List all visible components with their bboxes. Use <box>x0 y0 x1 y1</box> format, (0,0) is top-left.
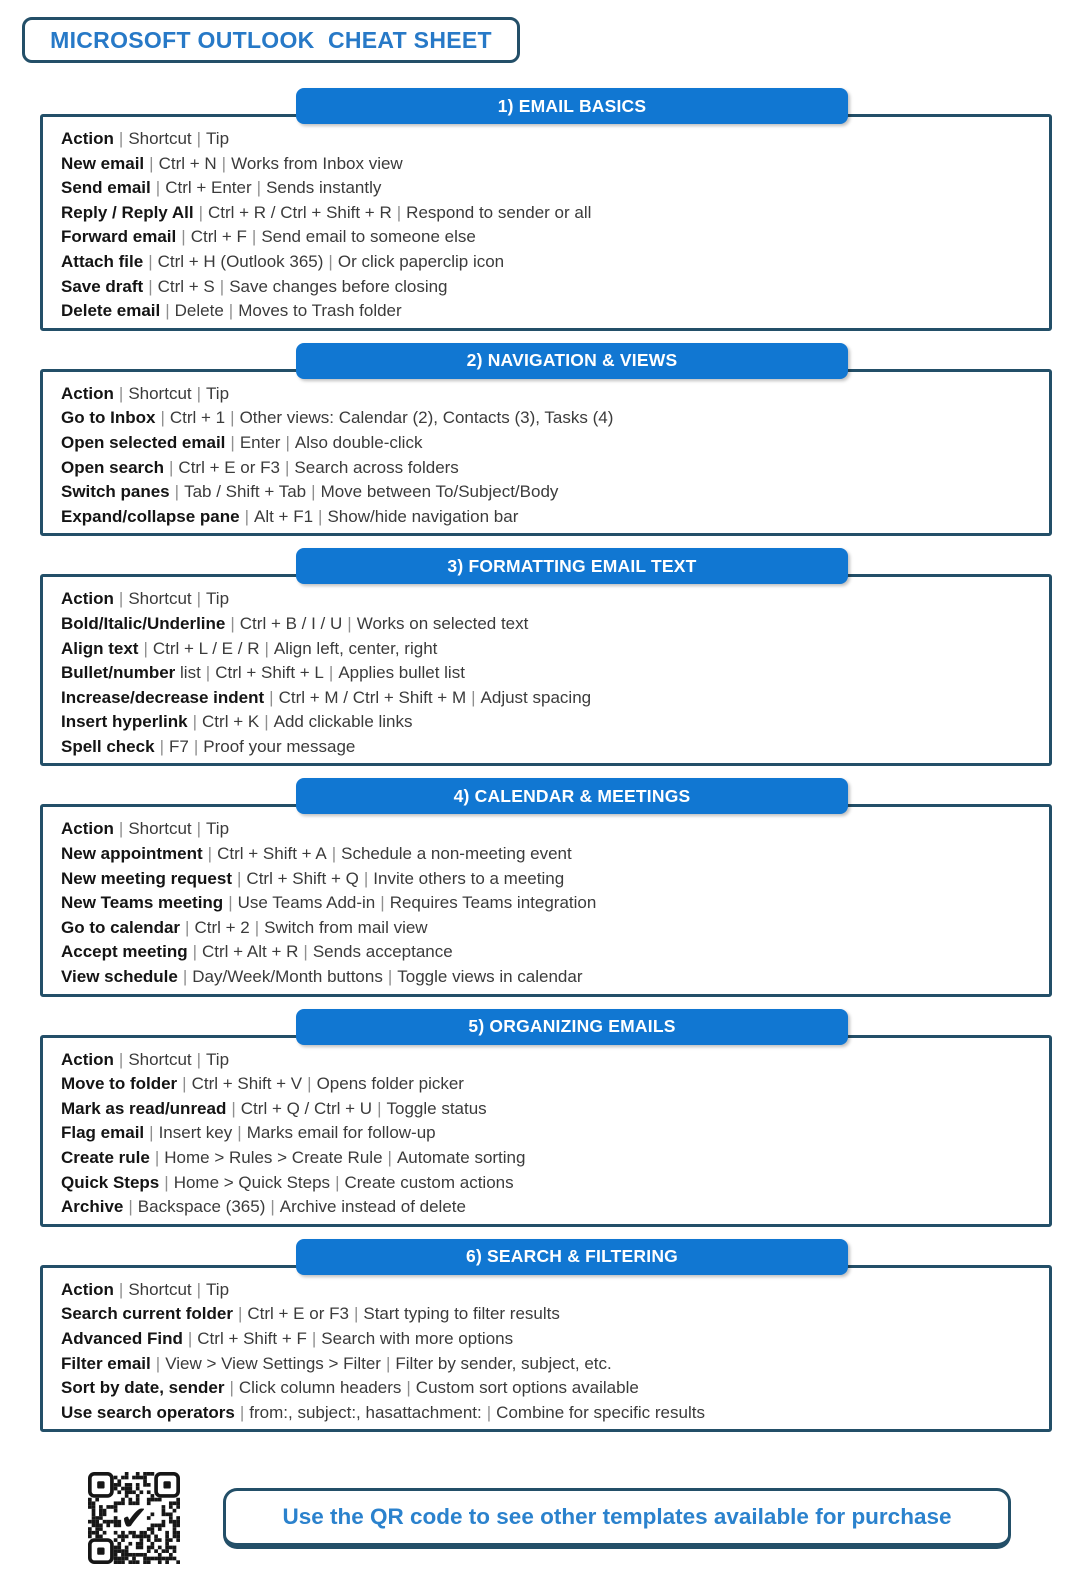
pipe-separator: | <box>148 276 153 296</box>
shortcut-row <box>61 431 1031 456</box>
pipe-separator: | <box>269 687 274 707</box>
pipe-separator: | <box>155 178 161 198</box>
action-label: New email <box>61 153 145 173</box>
shortcut-label: Shortcut <box>128 383 192 403</box>
pipe-separator: | <box>303 942 308 962</box>
section-title: 5) ORGANIZING EMAILS <box>468 1016 676 1037</box>
pipe-separator: | <box>264 638 269 658</box>
pipe-separator: | <box>335 1172 340 1192</box>
pipe-separator: | <box>193 736 199 756</box>
shortcut-row <box>61 735 1031 760</box>
tip-label: Automate sorting <box>396 1148 526 1167</box>
section-title: 6) SEARCH & FILTERING <box>466 1246 678 1267</box>
shortcut-label: F7 <box>168 736 189 756</box>
action-label: Save draft <box>61 276 144 296</box>
shortcut-label: Ctrl + E or F3 <box>247 1304 349 1324</box>
section-title: 1) EMAIL BASICS <box>497 95 647 116</box>
tip-label: Add clickable links <box>273 712 413 732</box>
pipe-separator: | <box>155 1353 161 1373</box>
shortcut-row <box>61 1072 1031 1097</box>
pipe-separator: | <box>196 589 202 609</box>
shortcut-row <box>61 916 1031 941</box>
pipe-separator: | <box>165 301 170 321</box>
section-header-bar <box>296 1009 848 1045</box>
section <box>40 778 1052 996</box>
shortcut-row <box>61 1352 1031 1377</box>
tip-label: Search with more options <box>321 1328 514 1348</box>
tip-label: Toggle status <box>386 1098 487 1118</box>
pipe-separator: | <box>251 227 257 247</box>
action-label: Go to calendar <box>61 917 181 937</box>
shortcut-row <box>61 686 1031 711</box>
shortcut-row <box>61 275 1031 300</box>
tip-label: Tip <box>206 129 230 148</box>
pipe-separator: | <box>174 482 180 502</box>
shortcut-label: Ctrl + L / E / R <box>152 638 260 658</box>
tip-label: Schedule a non-meeting event <box>341 844 572 864</box>
shortcut-row <box>61 1376 1031 1401</box>
pipe-separator: | <box>328 663 334 683</box>
action-label: New appointment <box>61 844 203 864</box>
section-box <box>40 114 1052 331</box>
tip-label: Tip <box>206 1049 230 1069</box>
shortcut-label: Ctrl + Shift + F <box>197 1328 307 1348</box>
shortcut-label: Ctrl + K <box>202 712 260 732</box>
action-label: Insert hyperlink <box>61 712 188 732</box>
qr-code-icon <box>85 1472 183 1564</box>
tip-label: Or click paperclip icon <box>337 251 505 271</box>
column-header-row <box>61 587 1031 612</box>
pipe-separator: | <box>244 506 249 526</box>
shortcut-row <box>61 1171 1031 1196</box>
action-label: Quick Steps <box>61 1172 160 1192</box>
section-box <box>40 1265 1052 1433</box>
pipe-separator: | <box>160 408 165 428</box>
action-label: Archive <box>61 1197 124 1217</box>
shortcut-label: Use Teams Add-in <box>237 893 376 913</box>
section <box>40 88 1052 331</box>
tip-label: Works from Inbox view <box>231 153 403 173</box>
pipe-separator: | <box>237 1123 242 1143</box>
shortcut-row <box>61 1146 1031 1171</box>
pipe-separator: | <box>228 893 233 913</box>
pipe-separator: | <box>347 613 352 633</box>
action-label: Move to folder <box>61 1074 178 1094</box>
shortcut-row <box>61 299 1031 324</box>
section <box>40 548 1052 766</box>
shortcut-label: Day/Week/Month buttons <box>192 967 383 987</box>
footer-note-box <box>223 1488 1011 1549</box>
pipe-separator: | <box>118 1279 124 1299</box>
shortcut-label: View > View Settings > Filter <box>165 1353 381 1373</box>
pipe-separator: | <box>230 432 235 452</box>
tip-label: Archive instead of delete <box>279 1197 466 1217</box>
section-title: 4) CALENDAR & MEETINGS <box>453 785 691 806</box>
action-label: Action <box>61 819 114 839</box>
action-label: Flag email <box>61 1123 145 1143</box>
pipe-separator: | <box>486 1402 492 1422</box>
action-label-rest: list <box>175 663 201 683</box>
tip-label: Start typing to filter results <box>363 1304 560 1324</box>
pipe-separator: | <box>219 276 225 296</box>
shortcut-row <box>61 1327 1031 1352</box>
pipe-separator: | <box>353 1304 359 1324</box>
action-label: Action <box>61 1049 114 1069</box>
tip-label: Invite others to a meeting <box>373 868 565 888</box>
section-header-bar <box>296 778 848 814</box>
pipe-separator: | <box>307 1074 312 1094</box>
shortcut-row <box>61 201 1031 226</box>
section-header-bar <box>296 88 848 124</box>
shortcut-label: Home > Quick Steps <box>173 1172 331 1192</box>
shortcut-row <box>61 891 1031 916</box>
shortcut-label: Ctrl + R / Ctrl + Shift + R <box>208 202 392 222</box>
pipe-separator: | <box>396 202 402 222</box>
action-label: New Teams meeting <box>61 893 224 913</box>
tip-label: Also double-click <box>294 432 423 452</box>
section-box <box>40 1035 1052 1227</box>
pipe-separator: | <box>118 589 124 609</box>
pipe-separator: | <box>387 1148 392 1167</box>
shortcut-row <box>61 505 1031 530</box>
shortcut-label: Ctrl + Q / Ctrl + U <box>240 1098 373 1118</box>
shortcut-label: Ctrl + 1 <box>169 408 226 428</box>
tip-label: Respond to sender or all <box>406 202 592 222</box>
section-box <box>40 574 1052 766</box>
tip-label: Move between To/Subject/Body <box>320 482 559 502</box>
action-label: Open search <box>61 457 164 477</box>
tip-label: Marks email for follow-up <box>246 1123 436 1143</box>
shortcut-row <box>61 842 1031 867</box>
action-label: Open selected email <box>61 432 226 452</box>
pipe-separator: | <box>331 844 337 864</box>
column-header-row <box>61 127 1031 152</box>
section <box>40 1239 1052 1433</box>
pipe-separator: | <box>230 613 235 633</box>
footer-note: Use the QR code to see other templates available for purchase <box>282 1503 952 1529</box>
pipe-separator: | <box>221 153 227 173</box>
shortcut-row <box>61 1121 1031 1146</box>
pipe-separator: | <box>143 638 148 658</box>
action-label: Accept meeting <box>61 942 188 962</box>
action-label: Bullet/number <box>61 663 176 683</box>
column-header-row <box>61 1048 1031 1073</box>
shortcut-label: Shortcut <box>128 129 192 148</box>
shortcut-row <box>61 940 1031 965</box>
action-label: Create rule <box>61 1148 150 1167</box>
shortcut-label: Shortcut <box>128 819 192 839</box>
shortcut-label: Ctrl + Shift + V <box>191 1074 303 1094</box>
action-label: Mark as read/unread <box>61 1098 227 1118</box>
pipe-separator: | <box>228 301 234 321</box>
shortcut-label: Backspace (365) <box>137 1197 266 1217</box>
tip-label: Requires Teams integration <box>389 893 597 913</box>
shortcut-label: Ctrl + Shift + L <box>215 663 324 683</box>
shortcut-label: Tab / Shift + Tab <box>184 482 307 502</box>
shortcut-row <box>61 480 1031 505</box>
pipe-separator: | <box>198 202 203 222</box>
pipe-separator: | <box>363 868 369 888</box>
shortcut-label: Enter <box>239 432 281 452</box>
shortcut-label: Ctrl + Shift + A <box>217 844 327 864</box>
shortcut-row <box>61 710 1031 735</box>
tip-label: Combine for specific results <box>496 1402 705 1422</box>
action-label: Expand/collapse pane <box>61 506 240 526</box>
action-label: Delete email <box>61 301 161 321</box>
tip-label: Tip <box>206 383 230 403</box>
section-title: 2) NAVIGATION & VIEWS <box>466 350 678 371</box>
shortcut-label: Insert key <box>158 1123 233 1143</box>
pipe-separator: | <box>148 251 153 271</box>
shortcut-label: Click column headers <box>238 1378 402 1398</box>
action-label: Bold/Italic/Underline <box>61 613 226 633</box>
pipe-separator: | <box>230 408 235 428</box>
pipe-separator: | <box>377 1098 382 1118</box>
pipe-separator: | <box>207 844 213 864</box>
shortcut-label: Shortcut <box>128 1279 192 1299</box>
tip-label: Applies bullet list <box>338 663 465 683</box>
qr-center-check-icon: ✔ <box>120 1498 148 1538</box>
tip-label: Save changes before closing <box>229 276 448 296</box>
pipe-separator: | <box>270 1197 275 1217</box>
pipe-separator: | <box>239 1402 245 1422</box>
pipe-separator: | <box>311 1328 317 1348</box>
shortcut-row <box>61 152 1031 177</box>
pipe-separator: | <box>192 712 198 732</box>
tip-label: Opens folder picker <box>316 1074 464 1094</box>
pipe-separator: | <box>154 1148 160 1167</box>
action-label: Align text <box>61 638 139 658</box>
action-label: Send email <box>61 178 151 198</box>
section-box <box>40 804 1052 996</box>
section-header-bar <box>296 343 848 379</box>
action-label: View schedule <box>61 967 178 987</box>
page-title: MICROSOFT OUTLOOK CHEAT SHEET <box>50 26 492 53</box>
shortcut-label: Home > Rules > Create Rule <box>164 1148 383 1167</box>
pipe-separator: | <box>118 129 124 148</box>
tip-label: Filter by sender, subject, etc. <box>395 1353 612 1373</box>
shortcut-label: Delete <box>174 301 224 321</box>
pipe-separator: | <box>311 482 316 502</box>
pipe-separator: | <box>196 1049 202 1069</box>
action-label: Action <box>61 129 114 148</box>
shortcut-label: Ctrl + Enter <box>165 178 252 198</box>
shortcut-row <box>61 637 1031 662</box>
shortcut-label: Ctrl + M / Ctrl + Shift + M <box>278 687 467 707</box>
shortcut-label: Shortcut <box>128 1049 192 1069</box>
pipe-separator: | <box>149 153 154 173</box>
tip-label: Tip <box>206 819 230 839</box>
action-label: Action <box>61 383 114 403</box>
action-label: Reply / Reply All <box>61 202 194 222</box>
pipe-separator: | <box>196 1279 202 1299</box>
shortcut-row <box>61 612 1031 637</box>
action-label: Attach file <box>61 251 144 271</box>
shortcut-row <box>61 225 1031 250</box>
tip-label: Send email to someone else <box>261 227 476 247</box>
pipe-separator: | <box>380 893 385 913</box>
shortcut-row <box>61 1195 1031 1220</box>
tip-label: Align left, center, right <box>273 638 438 658</box>
shortcut-label: Ctrl + S <box>157 276 215 296</box>
pipe-separator: | <box>285 432 290 452</box>
tip-label: Custom sort options available <box>415 1378 639 1398</box>
sheet-title-box <box>22 17 520 63</box>
pipe-separator: | <box>229 1378 234 1398</box>
pipe-separator: | <box>231 1098 236 1118</box>
shortcut-row <box>61 250 1031 275</box>
pipe-separator: | <box>196 819 202 839</box>
shortcut-label: Ctrl + 2 <box>194 917 250 937</box>
column-header-row <box>61 1278 1031 1303</box>
pipe-separator: | <box>181 227 186 247</box>
pipe-separator: | <box>185 917 190 937</box>
action-label: Action <box>61 589 114 609</box>
pipe-separator: | <box>328 251 333 271</box>
tip-label: Search across folders <box>294 457 459 477</box>
pipe-separator: | <box>196 383 202 403</box>
shortcut-row <box>61 1097 1031 1122</box>
pipe-separator: | <box>118 383 124 403</box>
tip-label: Works on selected text <box>356 613 529 633</box>
footer <box>85 1472 1011 1564</box>
shortcut-row <box>61 176 1031 201</box>
action-label: Use search operators <box>61 1402 235 1422</box>
shortcut-row <box>61 456 1031 481</box>
sections-container <box>40 88 1052 1432</box>
action-label: Search current folder <box>61 1304 233 1324</box>
section <box>40 343 1052 537</box>
shortcut-row <box>61 661 1031 686</box>
shortcut-label: Ctrl + E or F3 <box>178 457 280 477</box>
pipe-separator: | <box>237 1304 243 1324</box>
section-header-bar <box>296 548 848 584</box>
tip-label: Sends acceptance <box>312 942 453 962</box>
pipe-separator: | <box>406 1378 411 1398</box>
action-label: Filter email <box>61 1353 151 1373</box>
pipe-separator: | <box>387 967 393 987</box>
section-title: 3) FORMATTING EMAIL TEXT <box>447 555 697 576</box>
pipe-separator: | <box>118 819 124 839</box>
shortcut-label: Shortcut <box>128 589 192 609</box>
tip-label: Tip <box>206 1279 230 1299</box>
pipe-separator: | <box>182 1074 187 1094</box>
pipe-separator: | <box>256 178 262 198</box>
pipe-separator: | <box>237 868 242 888</box>
shortcut-row <box>61 965 1031 990</box>
tip-label: Adjust spacing <box>480 687 592 707</box>
tip-label: Moves to Trash folder <box>238 301 402 321</box>
tip-label: Show/hide navigation bar <box>327 506 519 526</box>
action-label: Spell check <box>61 736 155 756</box>
pipe-separator: | <box>169 457 174 477</box>
tip-label: Create custom actions <box>344 1172 514 1192</box>
tip-label: Toggle views in calendar <box>397 967 583 987</box>
shortcut-label: Alt + F1 <box>253 506 314 526</box>
shortcut-label: from:, subject:, hasattachment: <box>249 1402 482 1422</box>
pipe-separator: | <box>318 506 323 526</box>
action-label: Switch panes <box>61 482 170 502</box>
section <box>40 1009 1052 1227</box>
shortcut-row <box>61 867 1031 892</box>
pipe-separator: | <box>205 663 211 683</box>
pipe-separator: | <box>128 1197 133 1217</box>
tip-label: Sends instantly <box>266 178 382 198</box>
shortcut-label: Ctrl + B / I / U <box>239 613 343 633</box>
section-header-bar <box>296 1239 848 1275</box>
pipe-separator: | <box>192 942 198 962</box>
shortcut-label: Ctrl + F <box>190 227 247 247</box>
pipe-separator: | <box>159 736 164 756</box>
pipe-separator: | <box>471 687 476 707</box>
pipe-separator: | <box>164 1172 169 1192</box>
tip-label: Proof your message <box>203 736 356 756</box>
tip-label: Switch from mail view <box>264 917 428 937</box>
action-label: Forward email <box>61 227 177 247</box>
pipe-separator: | <box>385 1353 391 1373</box>
pipe-separator: | <box>187 1328 193 1348</box>
action-label: Increase/decrease indent <box>61 687 265 707</box>
action-label: Action <box>61 1279 114 1299</box>
pipe-separator: | <box>254 917 260 937</box>
shortcut-row <box>61 1401 1031 1426</box>
column-header-row <box>61 382 1031 407</box>
tip-label: Tip <box>206 589 230 609</box>
shortcut-label: Ctrl + N <box>158 153 217 173</box>
shortcut-label: Ctrl + Alt + R <box>202 942 299 962</box>
action-label: Sort by date, sender <box>61 1378 225 1398</box>
action-label: Go to Inbox <box>61 408 156 428</box>
action-label: Advanced Find <box>61 1328 183 1348</box>
shortcut-row <box>61 1302 1031 1327</box>
pipe-separator: | <box>264 712 269 732</box>
column-header-row <box>61 817 1031 842</box>
shortcut-row <box>61 406 1031 431</box>
pipe-separator: | <box>149 1123 154 1143</box>
shortcut-label: Ctrl + H (Outlook 365) <box>157 251 324 271</box>
pipe-separator: | <box>284 457 290 477</box>
section-box <box>40 369 1052 537</box>
pipe-separator: | <box>118 1049 124 1069</box>
action-label: New meeting request <box>61 868 232 888</box>
tip-label: Other views: Calendar (2), Contacts (3), Tasks (4) <box>239 408 614 428</box>
pipe-separator: | <box>196 129 202 148</box>
shortcut-label: Ctrl + Shift + Q <box>246 868 359 888</box>
pipe-separator: | <box>182 967 188 987</box>
